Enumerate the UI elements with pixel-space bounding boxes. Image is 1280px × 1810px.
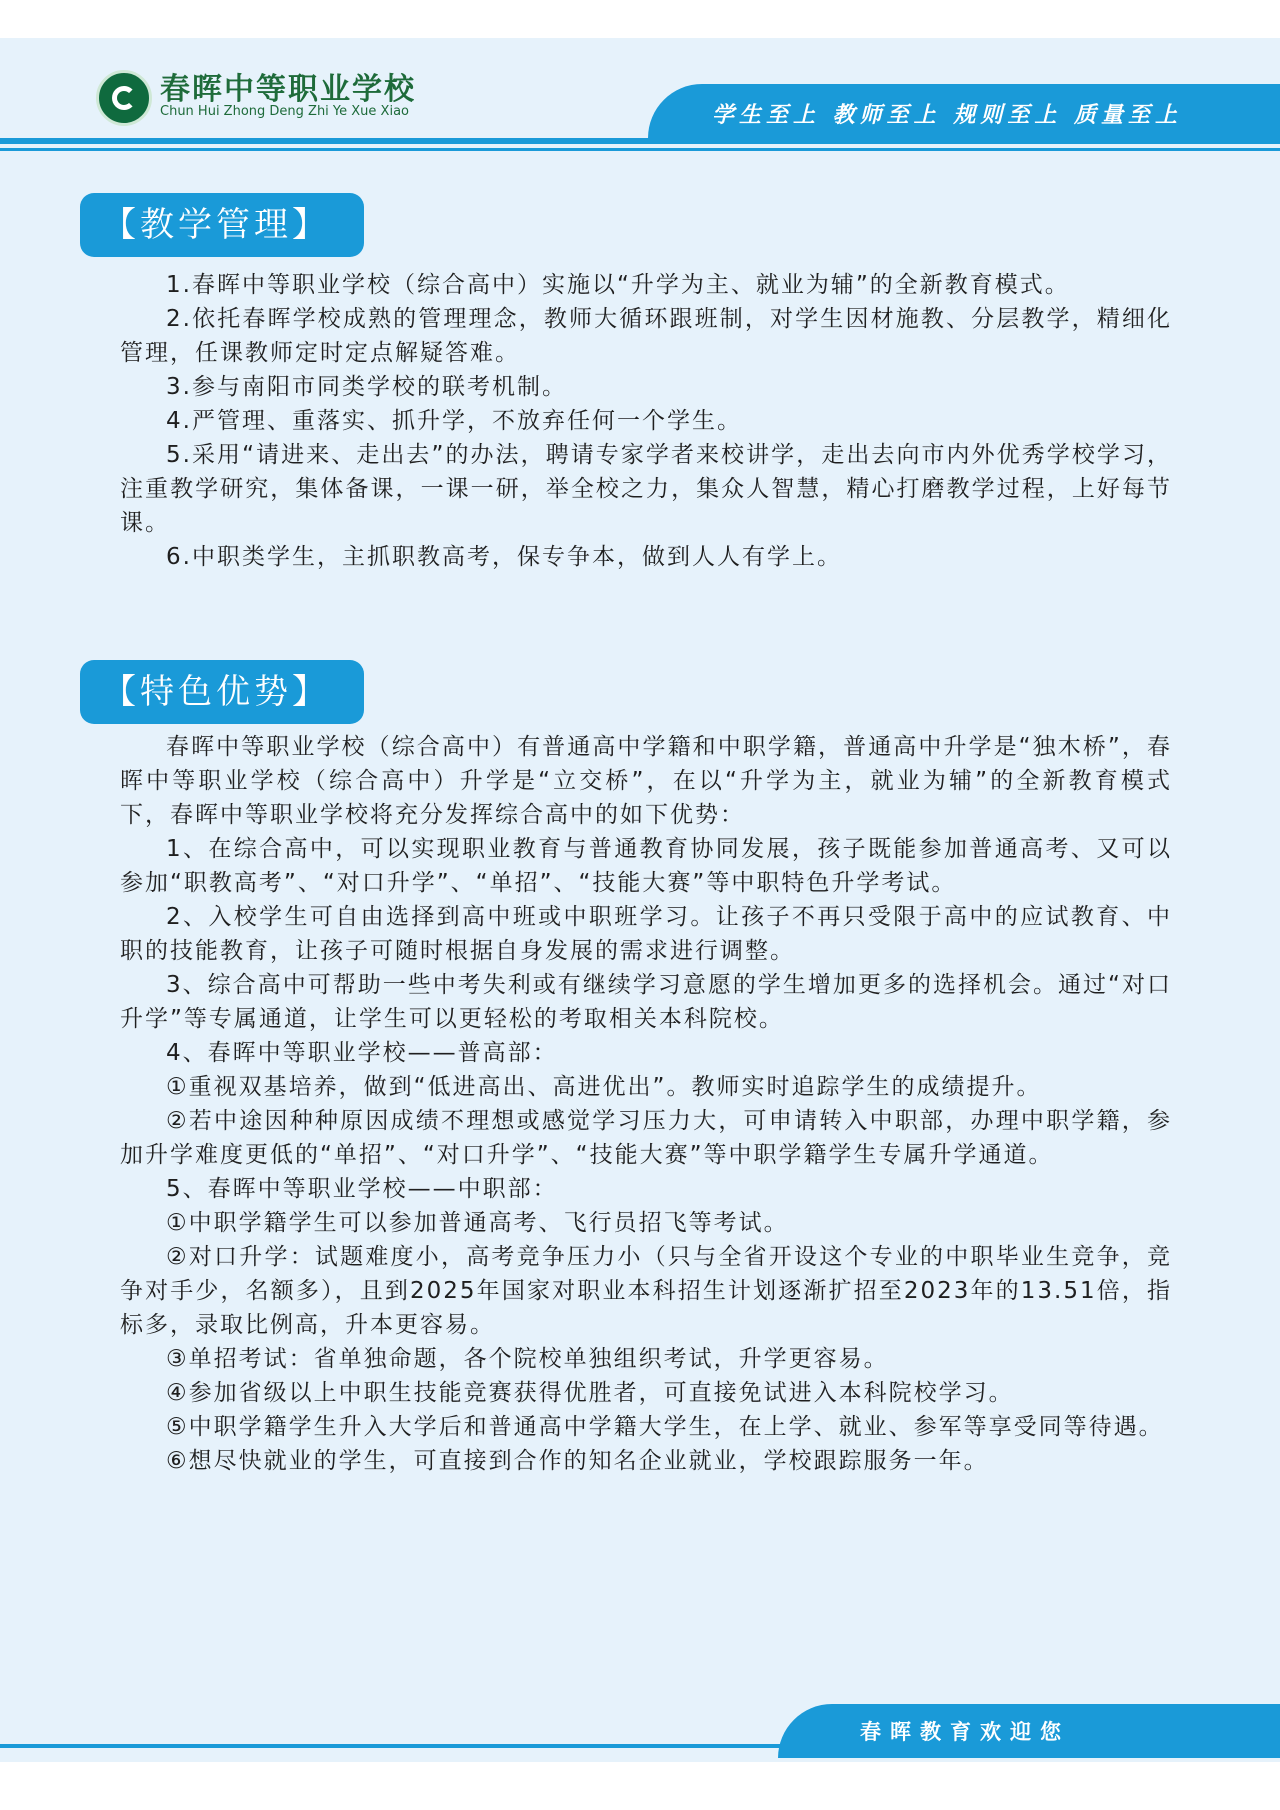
header-slogan: 学生至上 教师至上 规则至上 质量至上: [712, 103, 1182, 128]
paragraph: 4.严管理、重落实、抓升学，不放弃任何一个学生。: [166, 408, 742, 434]
paragraph: ③单招考试：省单独命题，各个院校单独组织考试，升学更容易。: [166, 1346, 889, 1372]
paragraph: 1.春晖中等职业学校（综合高中）实施以“升学为主、就业为辅”的全新教育模式。: [166, 272, 1070, 298]
header-divider-thin: [0, 148, 1280, 151]
paragraph: 5、春晖中等职业学校——中职部：: [166, 1176, 558, 1202]
paragraph: 5.采用“请进来、走出去”的办法，聘请专家学者来校讲学，走出去向市内外优秀学校学习，注重教学研究，集体备课，一课一研，举全校之力，集众人智慧，精心打磨教学过程，上好每节课。: [120, 442, 1172, 536]
paragraph: 春晖中等职业学校（综合高中）有普通高中学籍和中职学籍，普通高中升学是“独木桥”，春晖中等职业学校（综合高中）升学是“立交桥”，在以“升学为主，就业为辅”的全新教育模式下，春晖中等职业学校将充分发挥综合高中的如下优势：: [120, 734, 1172, 828]
section-body-teaching-management: [120, 268, 1172, 574]
paragraph: 6.中职类学生，主抓职教高考，保专争本，做到人人有学上。: [166, 544, 842, 570]
paragraph: ①中职学籍学生可以参加普通高考、飞行员招飞等考试。: [166, 1210, 789, 1236]
school-pinyin: Chun Hui Zhong Deng Zhi Ye Xue Xiao: [160, 104, 409, 119]
paragraph: ①重视双基培养，做到“低进高出、高进优出”。教师实时追踪学生的成绩提升。: [166, 1074, 1042, 1100]
section-title-teaching-management: 【教学管理】: [80, 193, 364, 257]
header-divider: [0, 138, 1280, 144]
paragraph: 1、在综合高中，可以实现职业教育与普通教育协同发展，孩子既能参加普通高考、又可以参加“职教高考”、“对口升学”、“单招”、“技能大赛”等中职特色升学考试。: [120, 836, 1172, 896]
section-body-features: [120, 730, 1172, 1478]
paragraph: ②若中途因种种原因成绩不理想或感觉学习压力大，可申请转入中职部，办理中职学籍，参加升学难度更低的“单招”、“对口升学”、“技能大赛”等中职学籍学生专属升学通道。: [120, 1108, 1172, 1168]
paragraph: ⑥想尽快就业的学生，可直接到合作的知名企业就业，学校跟踪服务一年。: [166, 1448, 989, 1474]
paragraph: 3、综合高中可帮助一些中考失利或有继续学习意愿的学生增加更多的选择机会。通过“对口升学”等专属通道，让学生可以更轻松的考取相关本科院校。: [120, 972, 1172, 1032]
emblem-ring: [112, 86, 136, 110]
paragraph: ⑤中职学籍学生升入大学后和普通高中学籍大学生，在上学、就业、参军等享受同等待遇。: [166, 1414, 1164, 1440]
paragraph: 2、入校学生可自由选择到高中班或中职班学习。让孩子不再只受限于高中的应试教育、中职的技能教育，让孩子可随时根据自身发展的需求进行调整。: [120, 904, 1172, 964]
paragraph: 4、春晖中等职业学校——普高部：: [166, 1040, 558, 1066]
school-name: 春晖中等职业学校: [160, 72, 416, 107]
section-title-features: 【特色优势】: [80, 660, 364, 724]
paragraph: 2.依托春晖学校成熟的管理理念，教师大循环跟班制，对学生因材施教、分层教学，精细化管理，任课教师定时定点解疑答难。: [120, 306, 1172, 366]
paragraph: ②对口升学：试题难度小，高考竞争压力小（只与全省开设这个专业的中职毕业生竞争，竞争对手少，名额多），且到2025年国家对职业本科招生计划逐渐扩招至2023年的13.51倍，指标多，录取比例高，升本更容易。: [120, 1244, 1172, 1338]
paragraph: 3.参与南阳市同类学校的联考机制。: [166, 374, 567, 400]
school-emblem-icon: [96, 70, 152, 126]
footer-welcome: 春晖教育欢迎您: [860, 1720, 1070, 1744]
paragraph: ④参加省级以上中职生技能竞赛获得优胜者，可直接免试进入本科院校学习。: [166, 1380, 1014, 1406]
